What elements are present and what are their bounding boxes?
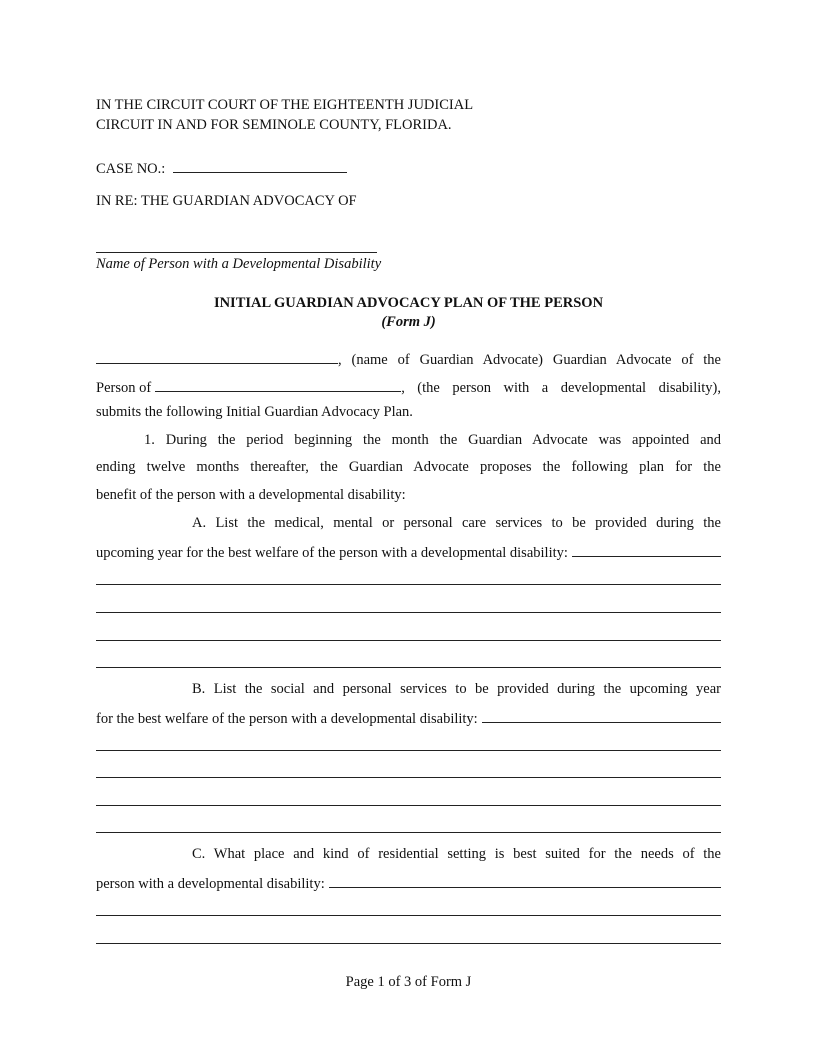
page-number: Page 1 of 3 of Form J (345, 974, 472, 990)
section-1-line-2: ending twelve months thereafter, the Guardian Advocate proposes the following plan for the (96, 459, 721, 475)
item-c-answer-line[interactable] (96, 915, 721, 916)
item-b-answer-line[interactable] (96, 750, 721, 751)
item-c-line-1: C. What place and kind of residential setting is best suited for the needs of the (192, 846, 721, 862)
item-b-answer-field-inline[interactable] (482, 708, 721, 723)
item-b-line-2 (96, 708, 721, 728)
intro-line-1 (96, 349, 721, 369)
case-number-row (96, 158, 347, 178)
item-a-answer-line[interactable] (96, 640, 721, 641)
item-c-answer-field-inline[interactable] (329, 873, 721, 888)
person-name-caption: Name of Person with a Developmental Disability (96, 256, 382, 272)
in-re-heading: IN RE: THE GUARDIAN ADVOCACY OF (96, 193, 357, 209)
item-b-line-2-text: for the best welfare of the person with a developmental disability: (96, 711, 478, 727)
item-a-answer-line[interactable] (96, 584, 721, 585)
section-1-line-3: benefit of the person with a developmental disability: (96, 487, 406, 503)
item-b-answer-line[interactable] (96, 805, 721, 806)
item-a-line-1: A. List the medical, mental or personal care services to be provided during the (192, 515, 721, 531)
item-c-line-2 (96, 873, 721, 893)
form-title: INITIAL GUARDIAN ADVOCACY PLAN OF THE PERSON (213, 295, 604, 311)
court-line-1: IN THE CIRCUIT COURT OF THE EIGHTEENTH JUDICIAL (96, 97, 474, 113)
case-number-field[interactable] (173, 158, 347, 173)
intro-line-3: submits the following Initial Guardian Advocacy Plan. (96, 404, 413, 420)
intro-line-2 (96, 377, 721, 397)
case-number-label: CASE NO.: (96, 161, 166, 177)
intro-line-1-text: , (name of Guardian Advocate) Guardian Advocate of the (338, 352, 721, 368)
item-b-answer-line[interactable] (96, 777, 721, 778)
person-name-field[interactable] (96, 252, 377, 253)
court-line-2: CIRCUIT IN AND FOR SEMINOLE COUNTY, FLORIDA. (96, 117, 452, 133)
item-a-line-2-text: upcoming year for the best welfare of the person with a developmental disability: (96, 545, 568, 561)
item-a-answer-line[interactable] (96, 667, 721, 668)
form-subtitle: (Form J) (381, 314, 436, 330)
item-c-line-2-text: person with a developmental disability: (96, 876, 325, 892)
item-b-answer-line[interactable] (96, 832, 721, 833)
section-1-line-1: 1. During the period beginning the month the Guardian Advocate was appointed and (144, 432, 721, 448)
item-a-line-2 (96, 542, 721, 562)
item-c-answer-line[interactable] (96, 943, 721, 944)
guardian-advocate-name-field[interactable] (96, 349, 338, 364)
item-a-answer-line[interactable] (96, 612, 721, 613)
item-a-answer-field-inline[interactable] (572, 542, 721, 557)
intro-line-2-text: , (the person with a developmental disability), (401, 380, 721, 396)
intro-line-2-prefix: Person of (96, 380, 152, 396)
person-of-field[interactable] (155, 377, 401, 392)
item-b-line-1: B. List the social and personal services to be provided during the upcoming year (192, 681, 721, 697)
